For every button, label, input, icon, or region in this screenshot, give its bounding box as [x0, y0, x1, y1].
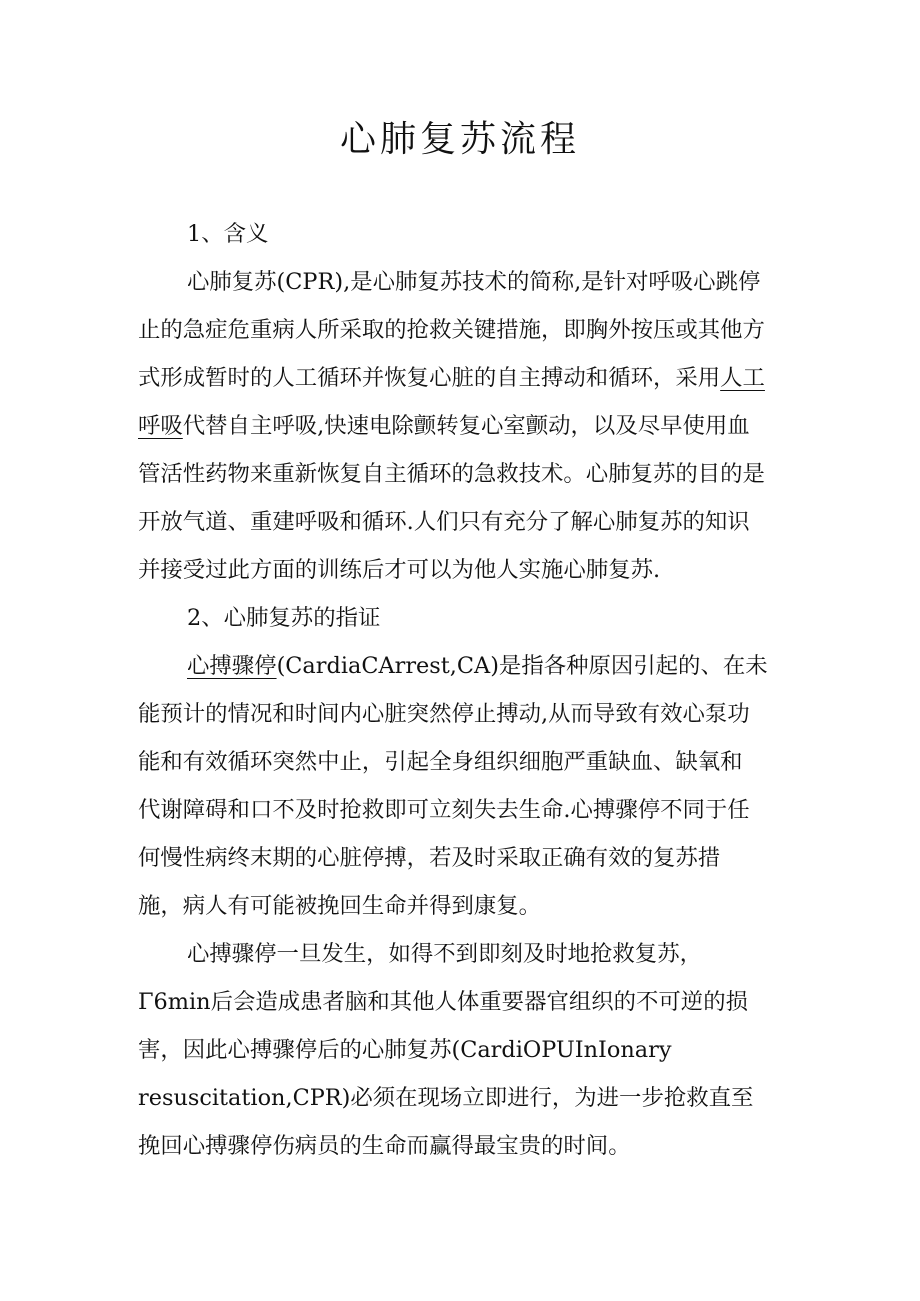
paragraph-line: 害，因此心搏骤停后的心肺复苏(CardiOPUInIonary [138, 1037, 672, 1063]
paragraph-line: 管活性药物来重新恢复自主循环的急救技术。心肺复苏的目的是 [138, 461, 765, 487]
paragraph-line: 代谢障碍和口不及时抢救即可立刻失去生命.心搏骤停不同于任 [138, 797, 750, 823]
paragraph-line: 施，病人有可能被挽回生命并得到康复。 [138, 893, 542, 919]
paragraph-line: 挽回心搏骤停伤病员的生命而赢得最宝贵的时间。 [138, 1133, 631, 1159]
paragraph-line: 心肺复苏(CPR),是心肺复苏技术的简称,是针对呼吸心跳停 [187, 269, 761, 295]
paragraph-line: 并接受过此方面的训练后才可以为他人实施心肺复苏. [138, 557, 661, 583]
paragraph-text: 代替自主呼吸,快速电除颤转复心室颤动，以及尽早使用血 [182, 413, 750, 439]
paragraph-line: 能和有效循环突然中止，引起全身组织细胞严重缺血、缺氧和 [138, 749, 743, 775]
paragraph-line: 能预计的情况和时间内心脏突然停止搏动,从而导致有效心泵功 [138, 701, 750, 727]
paragraph-line [138, 406, 750, 446]
section-2-heading: 2、心肺复苏的指证 [187, 605, 381, 631]
paragraph-line: 何慢性病终末期的心脏停搏，若及时采取正确有效的复苏措 [138, 845, 721, 871]
document-title: 心肺复苏流程 [339, 119, 580, 160]
artificial-respiration-link-part-2[interactable]: 呼吸 [138, 413, 183, 439]
paragraph-line: 止的急症危重病人所采取的抢救关键措施，即胸外按压或其他方 [138, 317, 765, 343]
paragraph-line [187, 646, 768, 686]
section-1-heading: 1、含义 [187, 221, 269, 247]
paragraph-text: 式形成暂时的人工循环并恢复心脏的自主搏动和循环，采用 [138, 365, 721, 391]
paragraph-line [138, 358, 765, 398]
paragraph-text: (CardiaCArrest,CA)是指各种原因引起的、在未 [276, 653, 768, 679]
paragraph-line: 开放气道、重建呼吸和循环.人们只有充分了解心肺复苏的知识 [138, 509, 750, 535]
paragraph-line: 心搏骤停一旦发生，如得不到即刻及时地抢救复苏， [187, 941, 702, 967]
cardiac-arrest-link[interactable]: 心搏骤停 [187, 653, 277, 679]
artificial-respiration-link-part-1[interactable]: 人工 [720, 365, 765, 391]
paragraph-line: resuscitation,CPR)必须在现场立即进行，为进一步抢救直至 [138, 1085, 754, 1111]
paragraph-line: Γ6min后会造成患者脑和其他人体重要器官组织的不可逆的损 [138, 989, 748, 1015]
